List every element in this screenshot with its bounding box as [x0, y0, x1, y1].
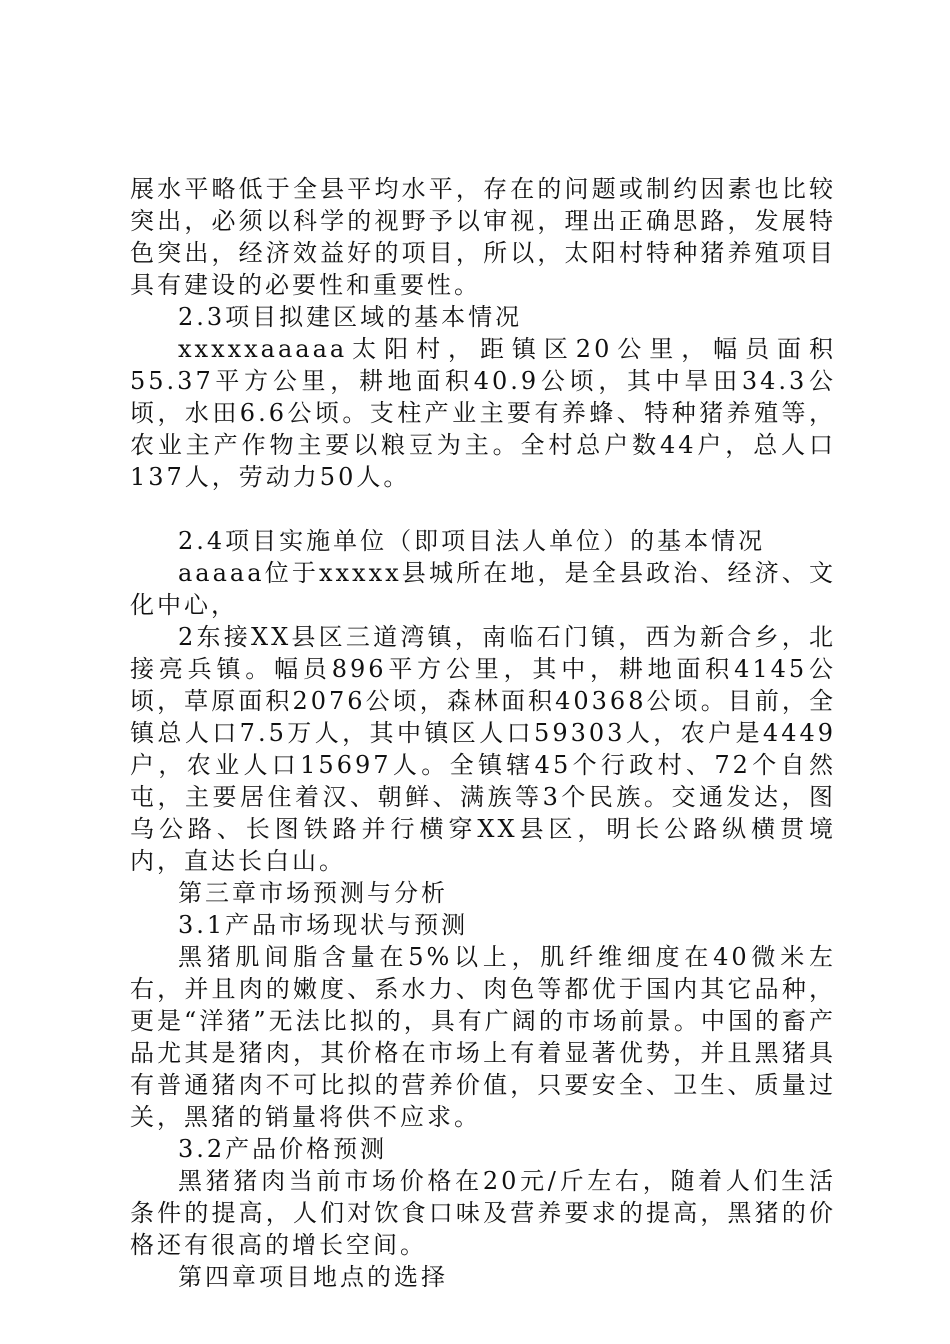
chapter-heading-3: 第三章市场预测与分析	[178, 879, 448, 907]
chapter-heading-4: 第四章项目地点的选择	[178, 1263, 448, 1291]
paragraph-intro-continued: 展水平略低于全县平均水平，存在的问题或制约因素也比较突出，必须以科学的视野予以审视，理出正确思路，发展特色突出，经济效益好的项目，所以，太阳村特种猪养殖项目具有建设的必要性和重要性。	[130, 175, 836, 299]
paragraph-3-1: 黑猪肌间脂含量在5%以上，肌纤维细度在40微米左右，并且肉的嫩度、系水力、肉色等都优于国内其它品种，更是“洋猪”无法比拟的，具有广阔的市场前景。中国的畜产品尤其是猪肉，其价格在市场上有着显著优势，并且黑猪具有普通猪肉不可比拟的营养价值，只要安全、卫生、质量过关，黑猪的销量将供不应求。	[130, 943, 836, 1131]
section-heading-3-2: 3.2产品价格预测	[178, 1135, 388, 1163]
section-heading-2-3: 2.3项目拟建区域的基本情况	[178, 303, 523, 331]
paragraph-2-4-b: 2东接XX县区三道湾镇，南临石门镇，西为新合乡，北接亮兵镇。幅员896平方公里，其中，耕地面积4145公顷，草原面积2076公顷，森林面积40368公顷。目前，全镇总人口7.5万人，其中镇区人口59303人，农户是4449户，农业人口15697人。全镇辖45个行政村、72个自然屯，主要居住着汉、朝鲜、满族等3个民族。交通发达，图乌公路、长图铁路并行横穿XX县区，明长公路纵横贯境内，直达长白山。	[130, 623, 836, 875]
section-heading-2-4: 2.4项目实施单位（即项目法人单位）的基本情况	[178, 527, 766, 555]
paragraph-3-2: 黑猪猪肉当前市场价格在20元/斤左右，随着人们生活条件的提高，人们对饮食口味及营养要求的提高，黑猪的价格还有很高的增长空间。	[130, 1167, 836, 1259]
paragraph-2-4-a: aaaaa位于xxxxx县城所在地，是全县政治、经济、文化中心，	[130, 559, 836, 619]
section-heading-3-1: 3.1产品市场现状与预测	[178, 911, 469, 939]
paragraph-2-3: xxxxxaaaaa太阳村，距镇区20公里，幅员面积55.37平方公里，耕地面积40.9公顷，其中旱田34.3公顷，水田6.6公顷。支柱产业主要有养蜂、特种猪养殖等，农业主产作物主要以粮豆为主。全村总户数44户，总人口137人，劳动力50人。	[130, 335, 836, 491]
document-body	[130, 173, 836, 1293]
